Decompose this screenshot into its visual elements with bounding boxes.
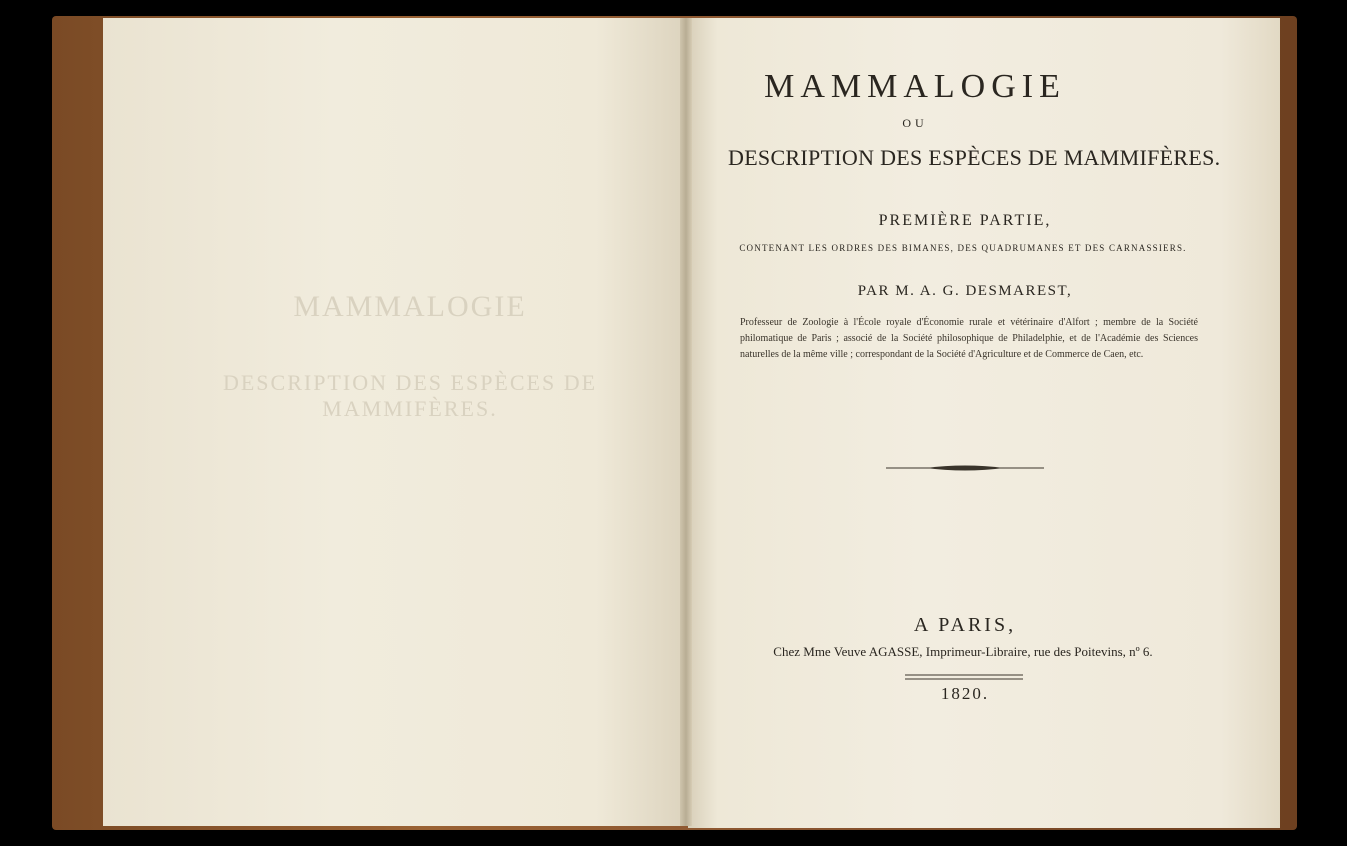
title-page: [688, 18, 1280, 828]
imprint-publisher: Chez Mme Veuve AGASSE, Imprimeur-Libraire, rue des Poitevins, nº 6.: [773, 644, 1153, 659]
imprint-year: 1820.: [940, 684, 990, 703]
show-through-title: MAMMALOGIE: [293, 290, 527, 323]
contents-line: CONTENANT LES ORDRES DES BIMANES, DES QUADRUMANES ET DES CARNASSIERS.: [739, 243, 1187, 253]
author-credentials: Professeur de Zoologie à l'École royale d'Économie rurale et vétérinaire d'Alfort ; membre de la Société philomatique de Paris ; associé de la Société philosophique de Philadelphie, et de l'Académie des Sciences naturelles de la même ville ; correspondant de la Société d'Agriculture et de Commerce de Caen, etc.: [740, 317, 1198, 360]
imprint-place: A PARIS,: [913, 614, 1017, 636]
book-title: MAMMALOGIE: [764, 68, 1066, 105]
left-endpaper: [103, 18, 683, 826]
double-rule-icon: [905, 673, 1023, 683]
ornamental-rule-icon: [886, 462, 1044, 474]
show-through-subtitle: DESCRIPTION DES ESPÈCES DE MAMMIFÈRES.: [222, 370, 598, 421]
part-heading: PREMIÈRE PARTIE,: [878, 212, 1052, 229]
book-subtitle: DESCRIPTION DES ESPÈCES DE MAMMIFÈRES.: [728, 145, 1221, 170]
title-conjunction: OU: [902, 116, 928, 130]
author-line: PAR M. A. G. DESMAREST,: [857, 283, 1073, 299]
book-gutter: [680, 18, 692, 826]
